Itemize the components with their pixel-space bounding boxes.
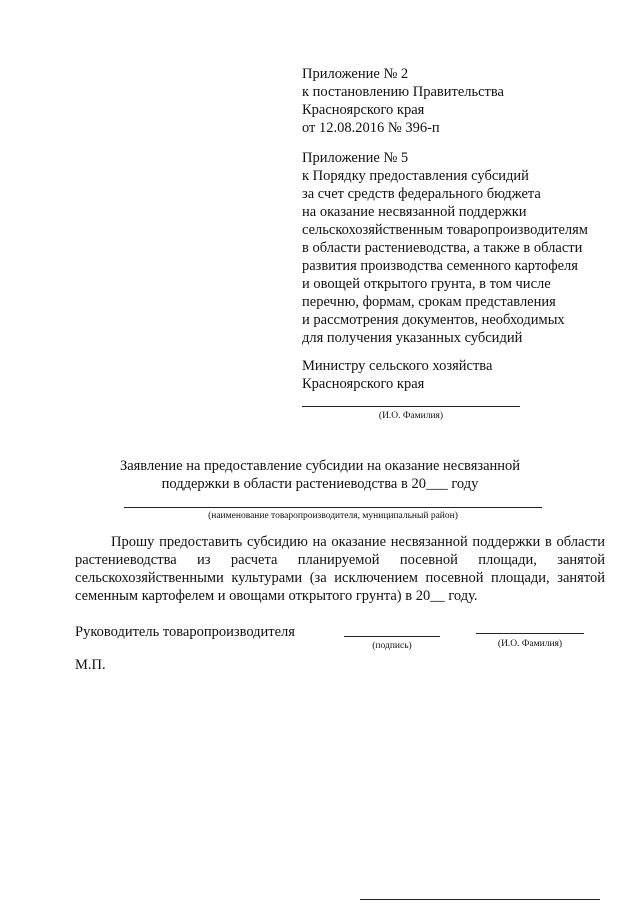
request-paragraph: Прошу предоставить субсидию на оказание несвязанной поддержки в области растениеводства из расчета планируемой посевной площади, занятой сельскохозяйственными культурами (за исключением посевной площади, занятой семенным картофелем и овощами открытого грунта) в 20__ году.: [75, 534, 605, 604]
addressee-block: [302, 357, 492, 393]
appendix-2-block: [302, 65, 504, 137]
appendix-5-line: развития производства семенного картофеля: [302, 258, 578, 274]
document-title-line-1: Заявление на предоставление субсидии на оказание несвязанной: [119, 458, 521, 474]
appendix-5-line: для получения указанных субсидий: [302, 330, 523, 346]
signature-line: [344, 636, 440, 637]
producer-name-caption: (наименование товаропроизводителя, муниципальный район): [208, 511, 458, 521]
appendix-5-line: сельскохозяйственным товаропроизводителям: [302, 222, 588, 238]
signature-label: Руководитель товаропроизводителя: [75, 624, 295, 640]
appendix-5-line: на оказание несвязанной поддержки: [302, 204, 527, 220]
appendix-5-line: в области растениеводства, а также в области: [302, 240, 583, 256]
addressee-name-caption: (И.О. Фамилия): [378, 411, 444, 421]
document-title-line-2: поддержки в области растениеводства в 20___ году: [161, 476, 479, 492]
addressee-line: Красноярского края: [302, 376, 425, 392]
appendix-5-line: к Порядку предоставления субсидий: [302, 168, 529, 184]
appendix-5-line: за счет средств федерального бюджета: [302, 186, 541, 202]
appendix-2-line: от 12.08.2016 № 396-п: [302, 120, 440, 136]
signatory-name-line: [476, 633, 584, 634]
appendix-5-line: и овощей открытого грунта, в том числе: [302, 276, 551, 292]
producer-name-line: [124, 507, 542, 508]
appendix-2-line: Приложение № 2: [302, 66, 409, 82]
appendix-5-line: перечню, формам, срокам представления: [302, 294, 556, 310]
appendix-2-line: Красноярского края: [302, 102, 425, 118]
appendix-5-line: и рассмотрения документов, необходимых: [302, 312, 565, 328]
signature-caption: (подпись): [372, 641, 412, 651]
appendix-5-line: Приложение № 5: [302, 150, 409, 166]
signatory-name-caption: (И.О. Фамилия): [497, 639, 563, 649]
page-footer-line: [360, 899, 600, 900]
stamp-place-label: М.П.: [75, 657, 106, 673]
appendix-2-line: к постановлению Правительства: [302, 84, 504, 100]
appendix-5-block: [302, 149, 588, 347]
addressee-name-line: [302, 406, 520, 407]
addressee-line: Министру сельского хозяйства: [302, 358, 493, 374]
